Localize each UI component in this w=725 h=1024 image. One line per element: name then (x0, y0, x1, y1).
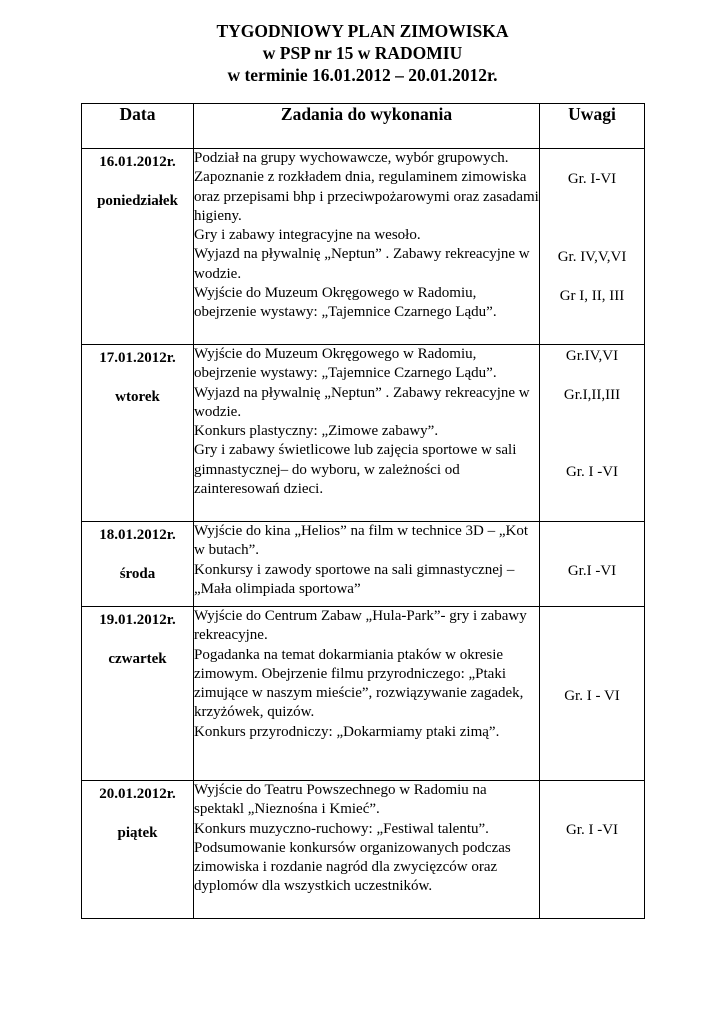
row-day: poniedziałek (97, 193, 178, 209)
note-item: Gr. I - VI (564, 688, 620, 704)
row-day: czwartek (108, 651, 167, 667)
task-item: Konkurs plastyczny: „Zimowe zabawy”. (194, 423, 439, 440)
task-item: Wyjazd na pływalnię „Neptun” . Zabawy rekreacyjne w wodzie. (194, 384, 530, 420)
header-tasks: Zadania do wykonania (194, 104, 540, 149)
row-date: 16.01.2012r. (99, 154, 176, 170)
table-row (82, 522, 645, 607)
table-row (82, 149, 645, 345)
weekly-plan-table (81, 103, 645, 919)
task-item: Konkurs muzyczno-ruchowy: „Festiwal talentu”. (194, 820, 489, 837)
table-row (82, 781, 645, 919)
task-item: Wyjście do kina „Helios” na film w technice 3D – „Kot w butach”. (194, 523, 528, 559)
tasks-cell (194, 781, 540, 919)
row-date: 19.01.2012r. (99, 612, 176, 628)
tasks-cell (194, 345, 540, 522)
tasks-cell (194, 522, 540, 607)
tasks-cell (194, 149, 540, 345)
date-cell (82, 607, 194, 781)
task-item: Podsumowanie konkursów organizowanych podczas zimowiska i rozdanie nagród dla zwycięzców oraz dyplomów dla wszystkich uczestników. (194, 839, 511, 895)
row-date: 18.01.2012r. (99, 527, 176, 543)
task-item: Wyjście do Centrum Zabaw „Hula-Park”- gry i zabawy rekreacyjne. (194, 608, 527, 644)
tasks-cell (194, 607, 540, 781)
task-item: Gry i zabawy integracyjne na wesoło. (194, 227, 421, 244)
notes-cell (540, 522, 645, 607)
notes-cell (540, 607, 645, 781)
row-day: piątek (117, 825, 158, 841)
title-line-2: w PSP nr 15 w RADOMIU (262, 43, 463, 63)
title-line-3: w terminie 16.01.2012 – 20.01.2012r. (227, 65, 498, 85)
note-item: Gr. I -VI (565, 464, 619, 480)
row-day: wtorek (115, 389, 160, 405)
header-row (82, 104, 645, 149)
note-item: Gr. IV,V,VI (557, 249, 627, 265)
task-item: Wyjście do Muzeum Okręgowego w Radomiu, obejrzenie wystawy: „Tajemnice Czarnego Lądu”. (194, 346, 497, 382)
task-item: Konkursy i zawody sportowe na sali gimnastycznej – „Mała olimpiada sportowa” (194, 561, 515, 597)
row-day: środa (119, 566, 156, 582)
task-item: Konkurs przyrodniczy: „Dokarmiamy ptaki zimą”. (194, 723, 500, 740)
row-date: 17.01.2012r. (99, 350, 176, 366)
task-item: Gry i zabawy świetlicowe lub zajęcia sportowe w sali gimnastycznej– do wyboru, w zależności od zainteresowań dzieci. (194, 442, 517, 498)
note-item: Gr.IV,VI (565, 348, 619, 364)
table-row (82, 607, 645, 781)
title-line-1: TYGODNIOWY PLAN ZIMOWISKA (216, 21, 509, 41)
table-row (82, 345, 645, 522)
task-item: Wyjście do Muzeum Okręgowego w Radomiu, obejrzenie wystawy: „Tajemnice Czarnego Lądu”. (194, 285, 497, 321)
header-date: Data (82, 104, 194, 149)
date-cell (82, 781, 194, 919)
note-item: Gr. I-VI (567, 171, 617, 187)
row-date: 20.01.2012r. (99, 786, 176, 802)
note-item: Gr I, II, III (559, 288, 625, 304)
note-item: Gr.I,II,III (563, 387, 621, 403)
date-cell (82, 522, 194, 607)
notes-cell (540, 149, 645, 345)
notes-cell (540, 781, 645, 919)
date-cell (82, 345, 194, 522)
note-item: Gr.I -VI (567, 563, 617, 579)
note-item: Gr. I -VI (565, 822, 619, 838)
task-item: Pogadanka na temat dokarmiania ptaków w okresie zimowym. Obejrzenie filmu przyrodniczego: „Ptaki zimujące w naszym mieście”, rozwiązywanie zagadek, krzyżówek, quizów. (194, 646, 524, 721)
task-item: Wyjazd na pływalnię „Neptun” . Zabawy rekreacyjne w wodzie. (194, 246, 530, 282)
notes-cell (540, 345, 645, 522)
document-title (0, 20, 725, 86)
header-notes: Uwagi (540, 104, 645, 149)
task-item: Wyjście do Teatru Powszechnego w Radomiu na spektakl „Nieznośna i Kmieć”. (194, 782, 487, 818)
task-item: Podział na grupy wychowawcze, wybór grupowych. Zapoznanie z rozkładem dnia, regulaminem zimowiska oraz przepisami bhp i przeciwpożarowymi oraz zasadami higieny. (194, 150, 539, 224)
date-cell (82, 149, 194, 345)
